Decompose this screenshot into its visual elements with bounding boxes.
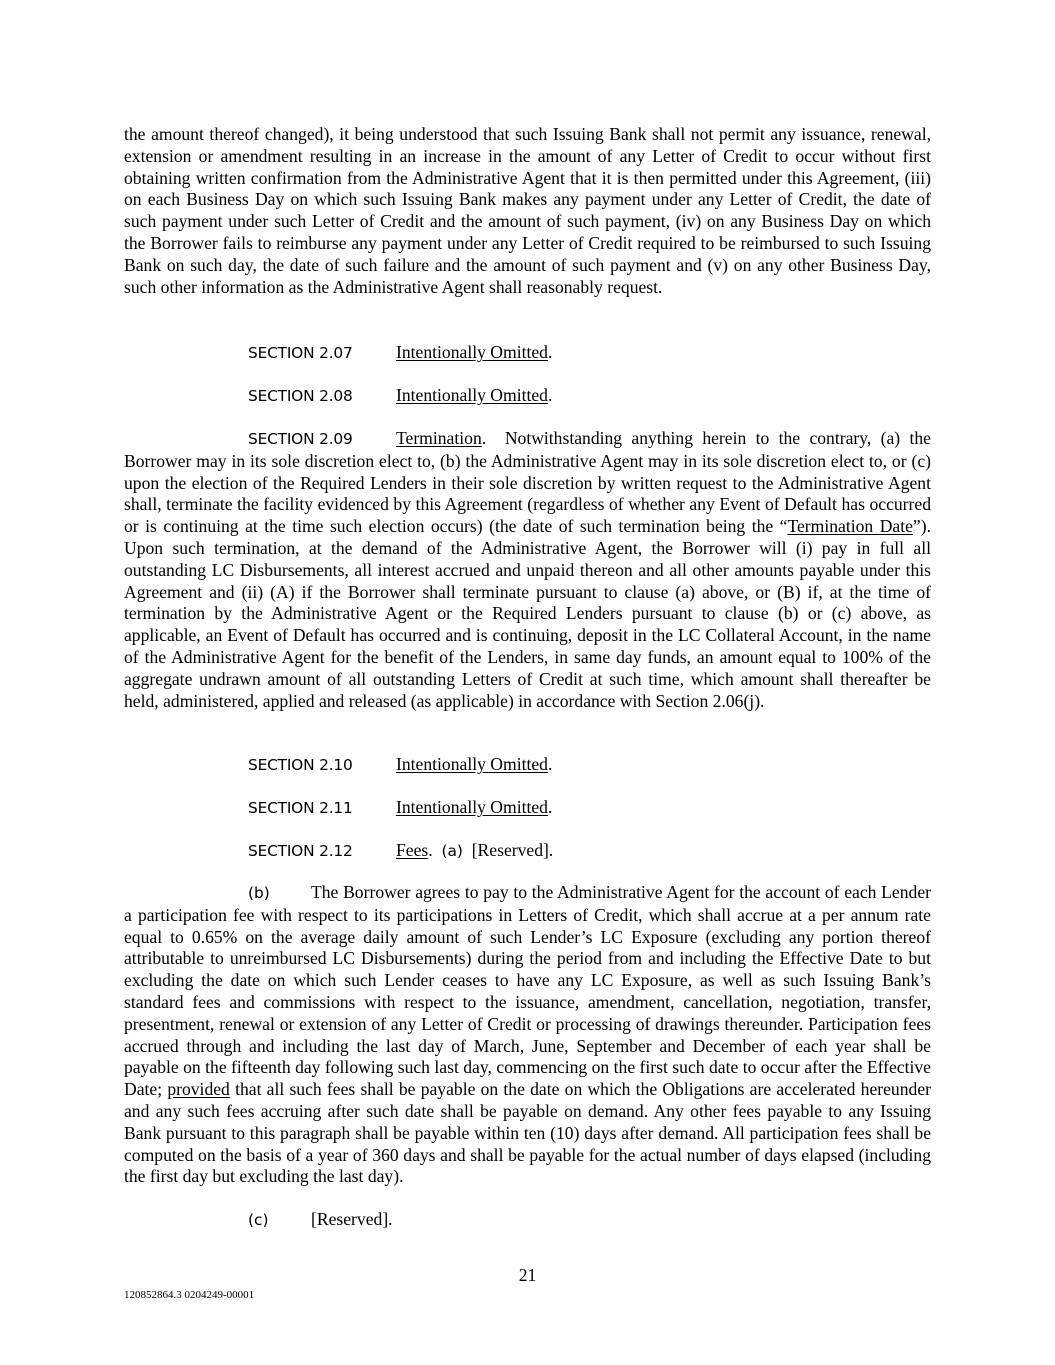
section-title: Intentionally Omitted: [396, 797, 548, 817]
section-title: Intentionally Omitted: [396, 342, 548, 362]
section-title: Fees: [396, 840, 429, 860]
section-2-12-heading: SECTION 2.12 Fees. (a) [Reserved].: [248, 840, 553, 863]
section-2-07-heading: SECTION 2.07 Intentionally Omitted.: [248, 342, 552, 365]
section-2-12-b-paragraph: (b) The Borrower agrees to pay to the Administrative Agent for the account of each Lender a participation fee with respect to its participations in Letters of Credit, which shall accrue at a per annum rate equal to 0.65% on the average daily amount of such Lender’s LC Exposure (excluding any portion thereof attributable to unreimbursed LC Disbursements) during the period from and including the Effective Date to but excluding the date on which such Lender ceases to have any LC Exposure, as well as such Issuing Bank’s standard fees and commissions with respect to the issuance, amendment, cancellation, negotiation, transfer, presentment, renewal or extension of any Letter of Credit or processing of drawings thereunder. Participation fees accrued through and including the last day of March, June, September and December of each year shall be payable on the fifteenth day following such last day, commencing on the first such date to occur after the Effective Date; provided that all such fees shall be payable on the date on which the Obligations are accelerated hereunder and any such fees accruing after such date shall be payable on demand. Any other fees payable to any Issuing Bank pursuant to this paragraph shall be payable within ten (10) days after demand. All participation fees shall be computed on the basis of a year of 360 days and shall be payable for the actual number of days elapsed (including the first day but excluding the last day).: [124, 882, 931, 1187]
section-title: Termination: [396, 428, 482, 448]
continuation-paragraph: the amount thereof changed), it being understood that such Issuing Bank shall not permit any issuance, renewal, extension or amendment resulting in an increase in the amount of any Letter of Credit to occur without first obtaining written confirmation from the Administrative Agent that it is then permitted under this Agreement, (iii) on each Business Day on which such Issuing Bank makes any payment under any Letter of Credit, the date of such payment under such Letter of Credit and the amount of such payment, (iv) on any Business Day on which the Borrower fails to reimburse any payment under any Letter of Credit required to be reimbursed to such Issuing Bank on such day, the date of such failure and the amount of such payment and (v) on any other Business Day, such other information as the Administrative Agent shall reasonably request.: [124, 124, 931, 297]
section-number: SECTION 2.08: [248, 387, 353, 405]
section-number: SECTION 2.12: [248, 842, 353, 860]
subsection-a-text: [Reserved].: [471, 840, 554, 860]
subsection-marker-a: (a): [441, 842, 463, 860]
section-2-11-heading: SECTION 2.11 Intentionally Omitted.: [248, 797, 552, 820]
section-2-10-heading: SECTION 2.10 Intentionally Omitted.: [248, 754, 552, 777]
section-number: SECTION 2.07: [248, 344, 353, 362]
section-title: Intentionally Omitted: [396, 385, 548, 405]
defined-term: Termination Date: [787, 516, 913, 537]
subsection-marker-b: (b): [248, 884, 270, 902]
section-title: Intentionally Omitted: [396, 754, 548, 774]
section-2-09-paragraph: SECTION 2.09 Termination. Notwithstanding anything herein to the contrary, (a) the Borrower may in its sole discretion elect to, (b) the Administrative Agent may in its sole discretion elect to, or (c) upon the election of the Required Lenders in their sole discretion by written request to the Administrative Agent shall, terminate the facility evidenced by this Agreement (regardless of whether any Event of Default has occurred or is continuing at the time such election occurs) (the date of such termination being the “Termination Date”). Upon such termination, at the demand of the Administrative Agent, the Borrower will (i) pay in full all outstanding LC Disbursements, all interest accrued and unpaid thereon and all other amounts payable under this Agreement and (ii) (A) if the Borrower shall terminate pursuant to clause (a) above, or (B) if, at the time of termination by the Administrative Agent or the Required Lenders pursuant to clause (b) or (c) above, as applicable, an Event of Default has occurred and is continuing, deposit in the LC Collateral Account, in the name of the Administrative Agent for the benefit of the Lenders, in same day funds, an amount equal to 100% of the aggregate undrawn amount of all outstanding Letters of Credit at such time, which amount shall thereafter be held, administered, applied and released (as applicable) in accordance with Section 2.06(j).: [124, 428, 931, 711]
subsection-marker-c: (c): [248, 1211, 269, 1229]
section-number: SECTION 2.09: [248, 430, 353, 448]
page-number: 21: [518, 1265, 537, 1285]
section-number: SECTION 2.10: [248, 756, 353, 774]
section-number: SECTION 2.11: [248, 799, 353, 817]
subsection-c-text: [Reserved].: [311, 1209, 393, 1229]
section-2-12-c-line: [248, 1209, 393, 1232]
section-2-08-heading: SECTION 2.08 Intentionally Omitted.: [248, 385, 552, 408]
provided-term: provided: [167, 1079, 230, 1100]
document-id: 120852864.3 0204249-00001: [124, 1289, 255, 1301]
